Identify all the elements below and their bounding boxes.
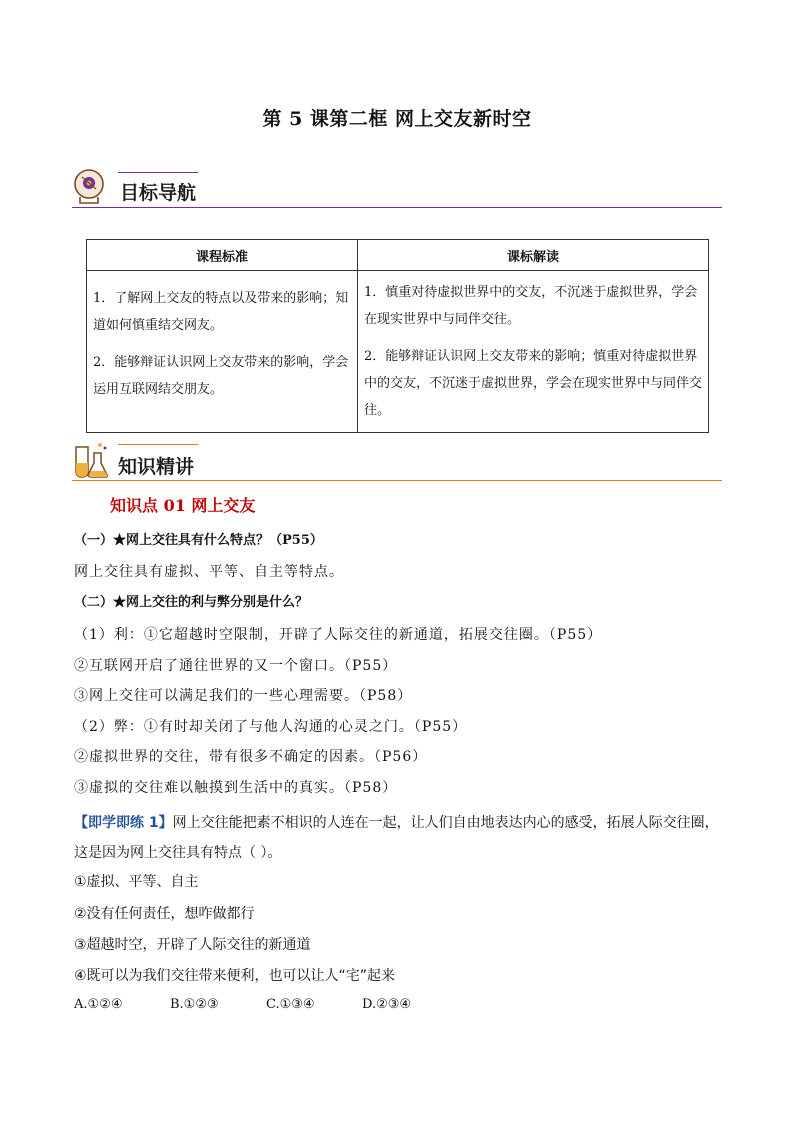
exercise-option-2: ②没有任何责任，想咋做都行 [74, 906, 255, 922]
table-header-interpretation: 课标解读 [358, 240, 709, 271]
choice-a[interactable]: A.①②④ [74, 997, 123, 1012]
knowledge-point-title: 知识点 01 网上交友 [110, 496, 256, 515]
curriculum-table [86, 239, 709, 433]
choice-b[interactable]: B.①②③ [170, 997, 219, 1012]
con-item-3: ③虚拟的交往难以触摸到生活中的真实。（P58） [74, 780, 398, 796]
exercise-option-1: ①虚拟、平等、自主 [74, 874, 199, 890]
exercise-option-3: ③超越时空，开辟了人际交往的新通道 [74, 937, 311, 953]
pro-item-3: ③网上交往可以满足我们的一些心理需要。（P58） [74, 688, 413, 704]
standard-item-1: 1．了解网上交友的特点以及带来的影响；知道如何慎重结交网友。 [93, 291, 349, 333]
section-accent-line [118, 172, 198, 173]
section-divider [72, 207, 722, 208]
con-item-1: （2）弊：①有时却关闭了与他人沟通的心灵之门。（P55） [74, 719, 468, 735]
question-2: （二）★网上交往的利与弊分别是什么？ [74, 595, 309, 610]
exercise-stem [74, 808, 724, 868]
section-divider [72, 480, 722, 481]
exercise-tag: 【即学即练 1】 [74, 815, 173, 831]
brain-icon [72, 167, 110, 205]
con-item-2: ②虚拟世界的交往，带有很多不确定的因素。（P56） [74, 749, 428, 765]
answer-choices [74, 997, 458, 1012]
table-header-standard: 课程标准 [87, 240, 358, 271]
interpretation-item-2: 2．能够辩证认识网上交友带来的影响；慎重对待虚拟世界中的交友，不沉迷于虚拟世界，学会在现实世界中与同伴交往。 [364, 349, 703, 418]
interpretation-item-1: 1．慎重对待虚拟世界中的交友，不沉迷于虚拟世界，学会在现实世界中与同伴交往。 [364, 285, 698, 327]
choice-d[interactable]: D.②③④ [362, 997, 412, 1012]
exercise-question: 网上交往能把素不相识的人连在一起，让人们自由地表达内心的感受，拓展人际交往圈，这是因为网上交往具有特点（ ）。 [74, 815, 719, 861]
choice-c[interactable]: C.①③④ [266, 997, 315, 1012]
page-title: 第 5 课第二框 网上交友新时空 [262, 108, 532, 130]
exercise-option-4: ④既可以为我们交往带来便利，也可以让人“宅”起来 [74, 968, 396, 984]
section-title-goals: 目标导航 [120, 182, 197, 204]
pro-item-1: （1）利：①它超越时空限制，开辟了人际交往的新通道，拓展交往圈。（P55） [74, 627, 603, 643]
standard-item-2: 2．能够辩证认识网上交友带来的影响，学会运用互联网结交朋友。 [93, 355, 349, 397]
flask-icon [70, 441, 108, 479]
section-accent-line [118, 444, 198, 445]
table-cell-interpretation [358, 271, 709, 433]
section-title-knowledge: 知识精讲 [118, 456, 195, 478]
answer-1: 网上交往具有虚拟、平等、自主等特点。 [74, 564, 344, 580]
question-1: （一）★网上交往具有什么特点？（P55） [74, 533, 323, 548]
pro-item-2: ②互联网开启了通往世界的又一个窗口。（P55） [74, 658, 398, 674]
table-cell-standard [87, 271, 358, 433]
